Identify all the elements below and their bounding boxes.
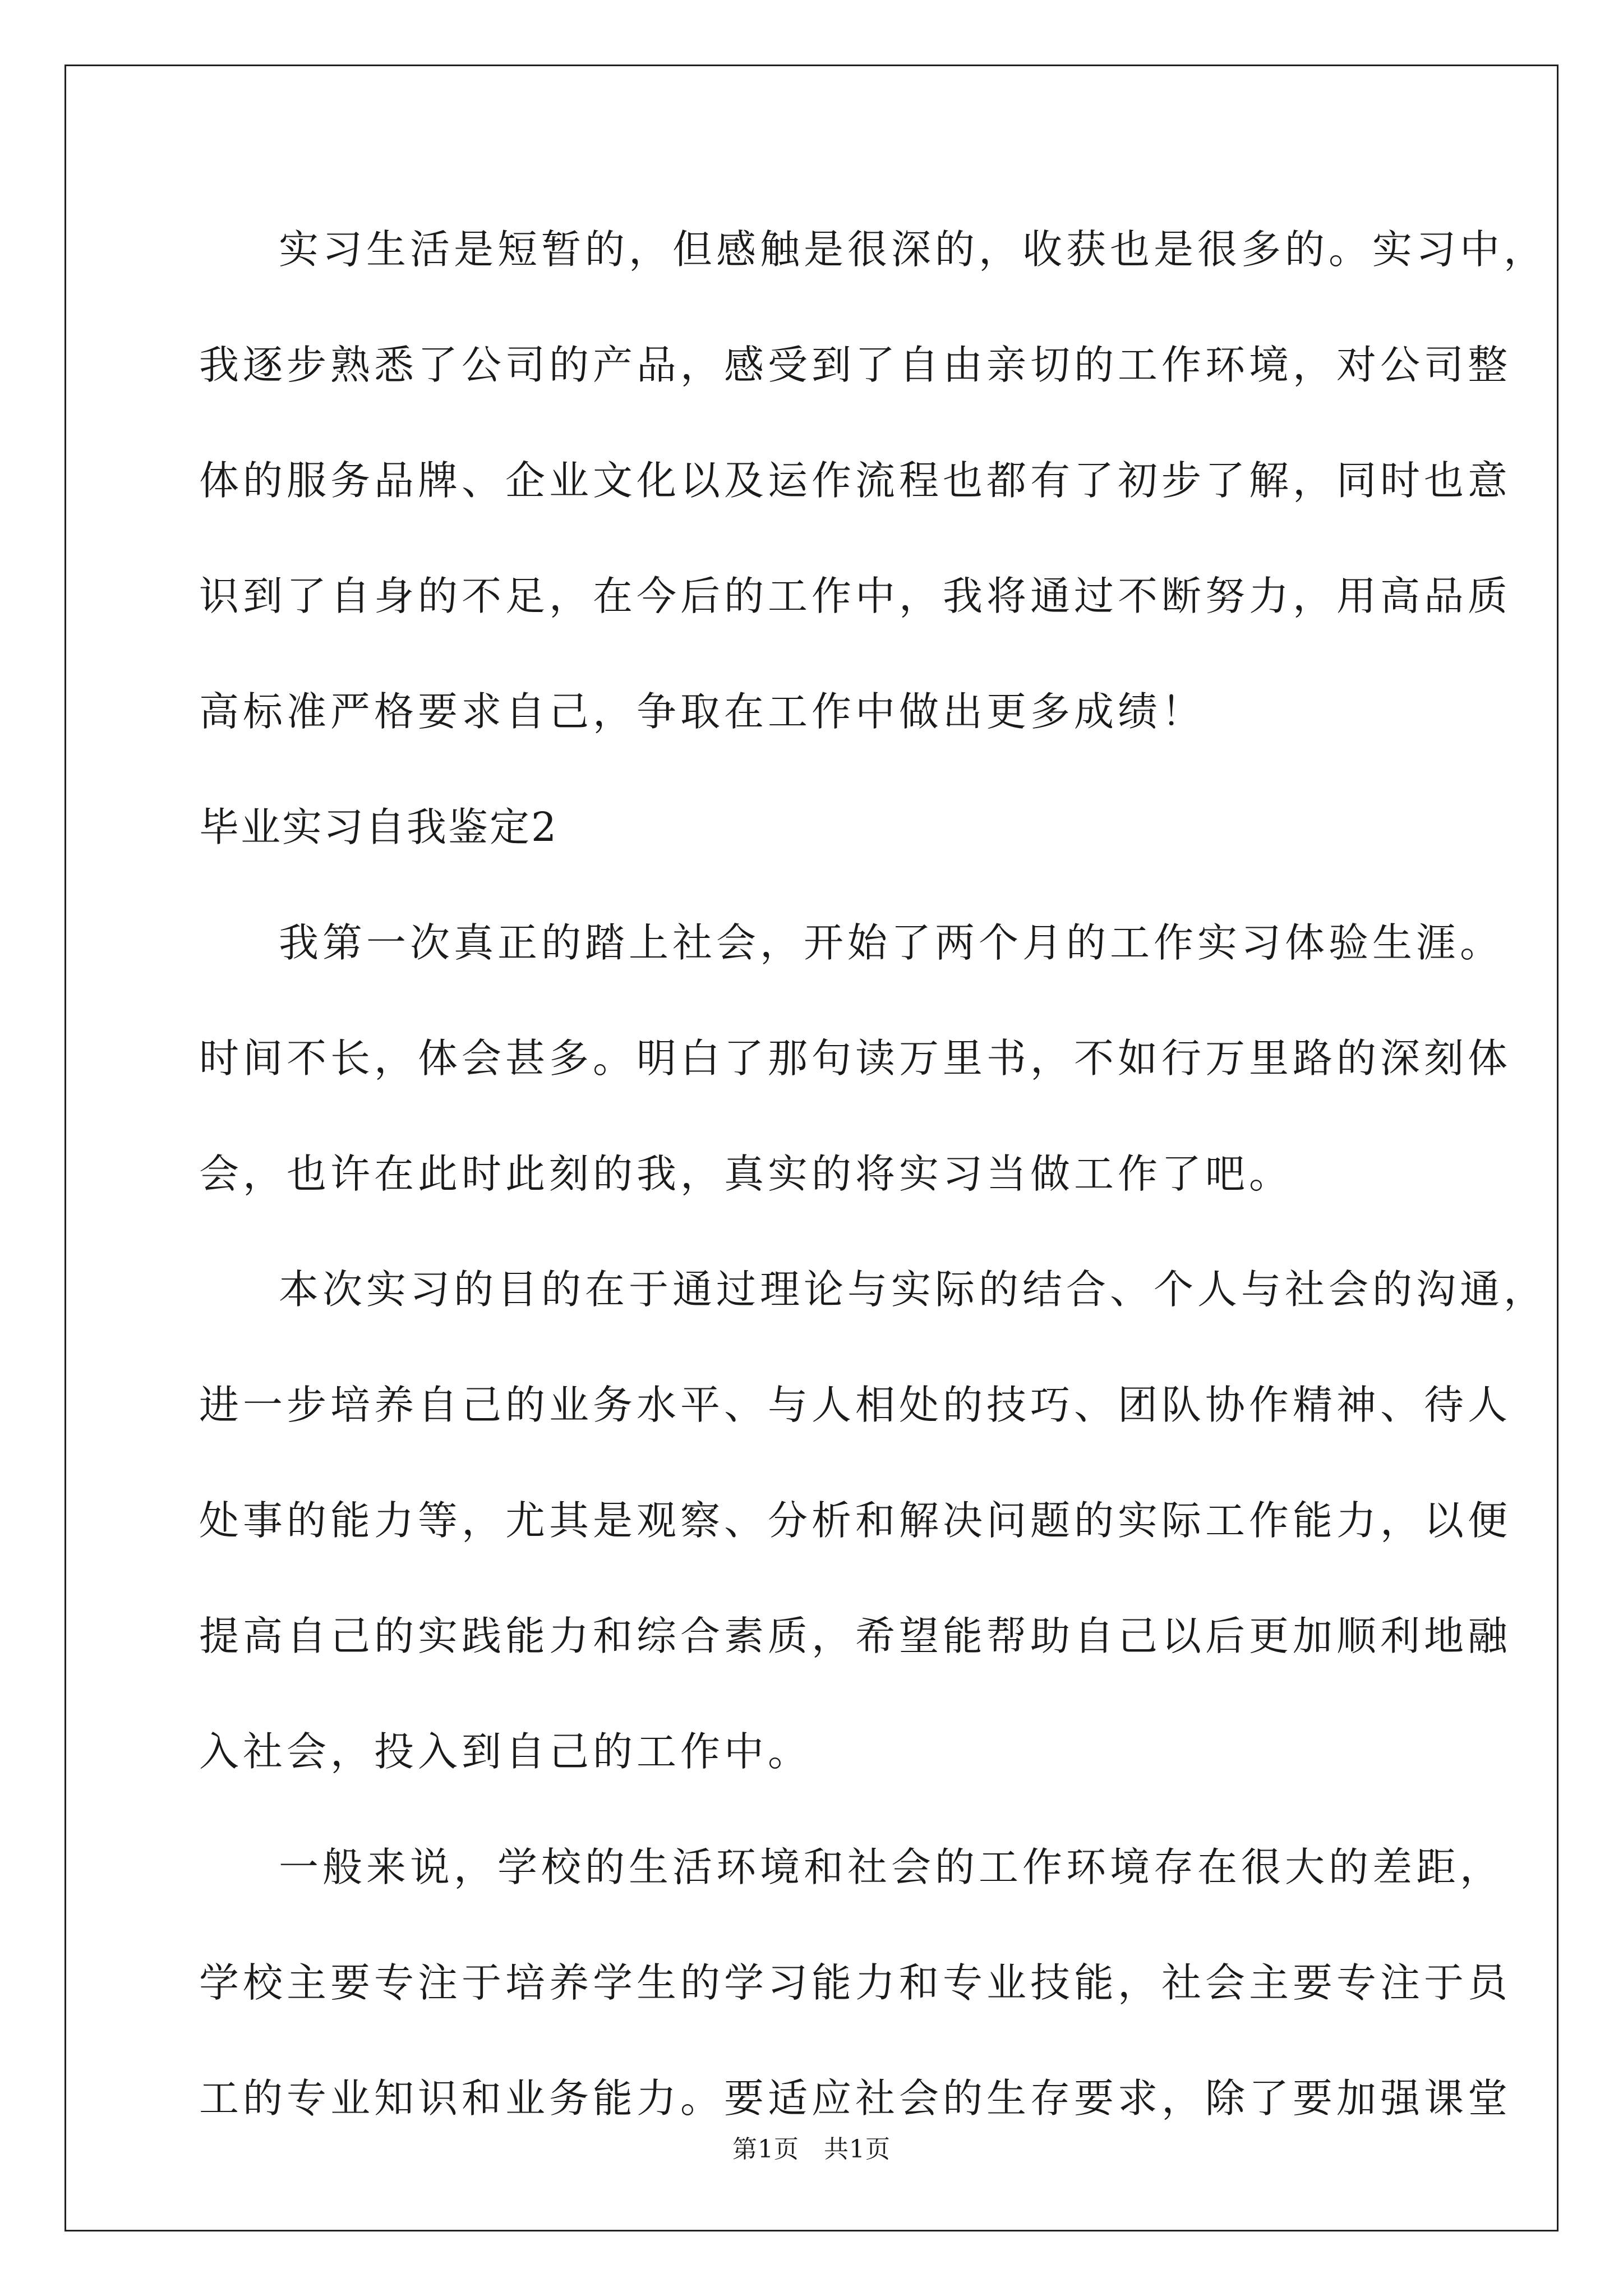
section-heading: 毕业实习自我鉴定2 bbox=[199, 804, 559, 850]
paragraph-line: 入社会，投入到自己的工作中。 bbox=[199, 1728, 812, 1775]
paragraph-line: 我逐步熟悉了公司的产品，感受到了自由亲切的工作环境，对公司整 bbox=[199, 342, 1512, 388]
paragraph-line: 识到了自身的不足，在今后的工作中，我将通过不断努力，用高品质 bbox=[199, 573, 1512, 619]
paragraph-line: 本次实习的目的在于通过理论与实际的结合、个人与社会的沟通， bbox=[279, 1266, 1548, 1313]
paragraph-line: 时间不长，体会甚多。明白了那句读万里书，不如行万里路的深刻体 bbox=[199, 1035, 1512, 1082]
paragraph-line: 一般来说，学校的生活环境和社会的工作环境存在很大的差距， bbox=[279, 1844, 1504, 1890]
paragraph-line: 学校主要专注于培养学生的学习能力和专业技能，社会主要专注于员 bbox=[199, 1959, 1512, 2006]
paragraph-line: 会，也许在此时此刻的我，真实的将实习当做工作了吧。 bbox=[199, 1151, 1293, 1197]
paragraph-line: 提高自己的实践能力和综合素质，希望能帮助自己以后更加顺利地融 bbox=[199, 1613, 1512, 1659]
paragraph-line: 处事的能力等，尤其是观察、分析和解决问题的实际工作能力，以便 bbox=[199, 1497, 1512, 1544]
paragraph-line: 工的专业知识和业务能力。要适应社会的生存要求，除了要加强课堂 bbox=[199, 2075, 1512, 2122]
paragraph-line: 体的服务品牌、企业文化以及运作流程也都有了初步了解，同时也意 bbox=[199, 457, 1512, 504]
page-total: 共1页 bbox=[824, 2135, 891, 2164]
paragraph-line: 高标准严格要求自己，争取在工作中做出更多成绩！ bbox=[199, 688, 1206, 735]
page-footer bbox=[0, 2129, 1623, 2165]
paragraph-line: 进一步培养自己的业务水平、与人相处的技巧、团队协作精神、待人 bbox=[199, 1382, 1512, 1428]
paragraph-line: 我第一次真正的踏上社会，开始了两个月的工作实习体验生涯。 bbox=[279, 919, 1504, 966]
document-body bbox=[199, 208, 1548, 2172]
page-number: 第1页 bbox=[732, 2135, 799, 2164]
paragraph-line: 实习生活是短暂的，但感触是很深的，收获也是很多的。实习中， bbox=[279, 226, 1548, 273]
